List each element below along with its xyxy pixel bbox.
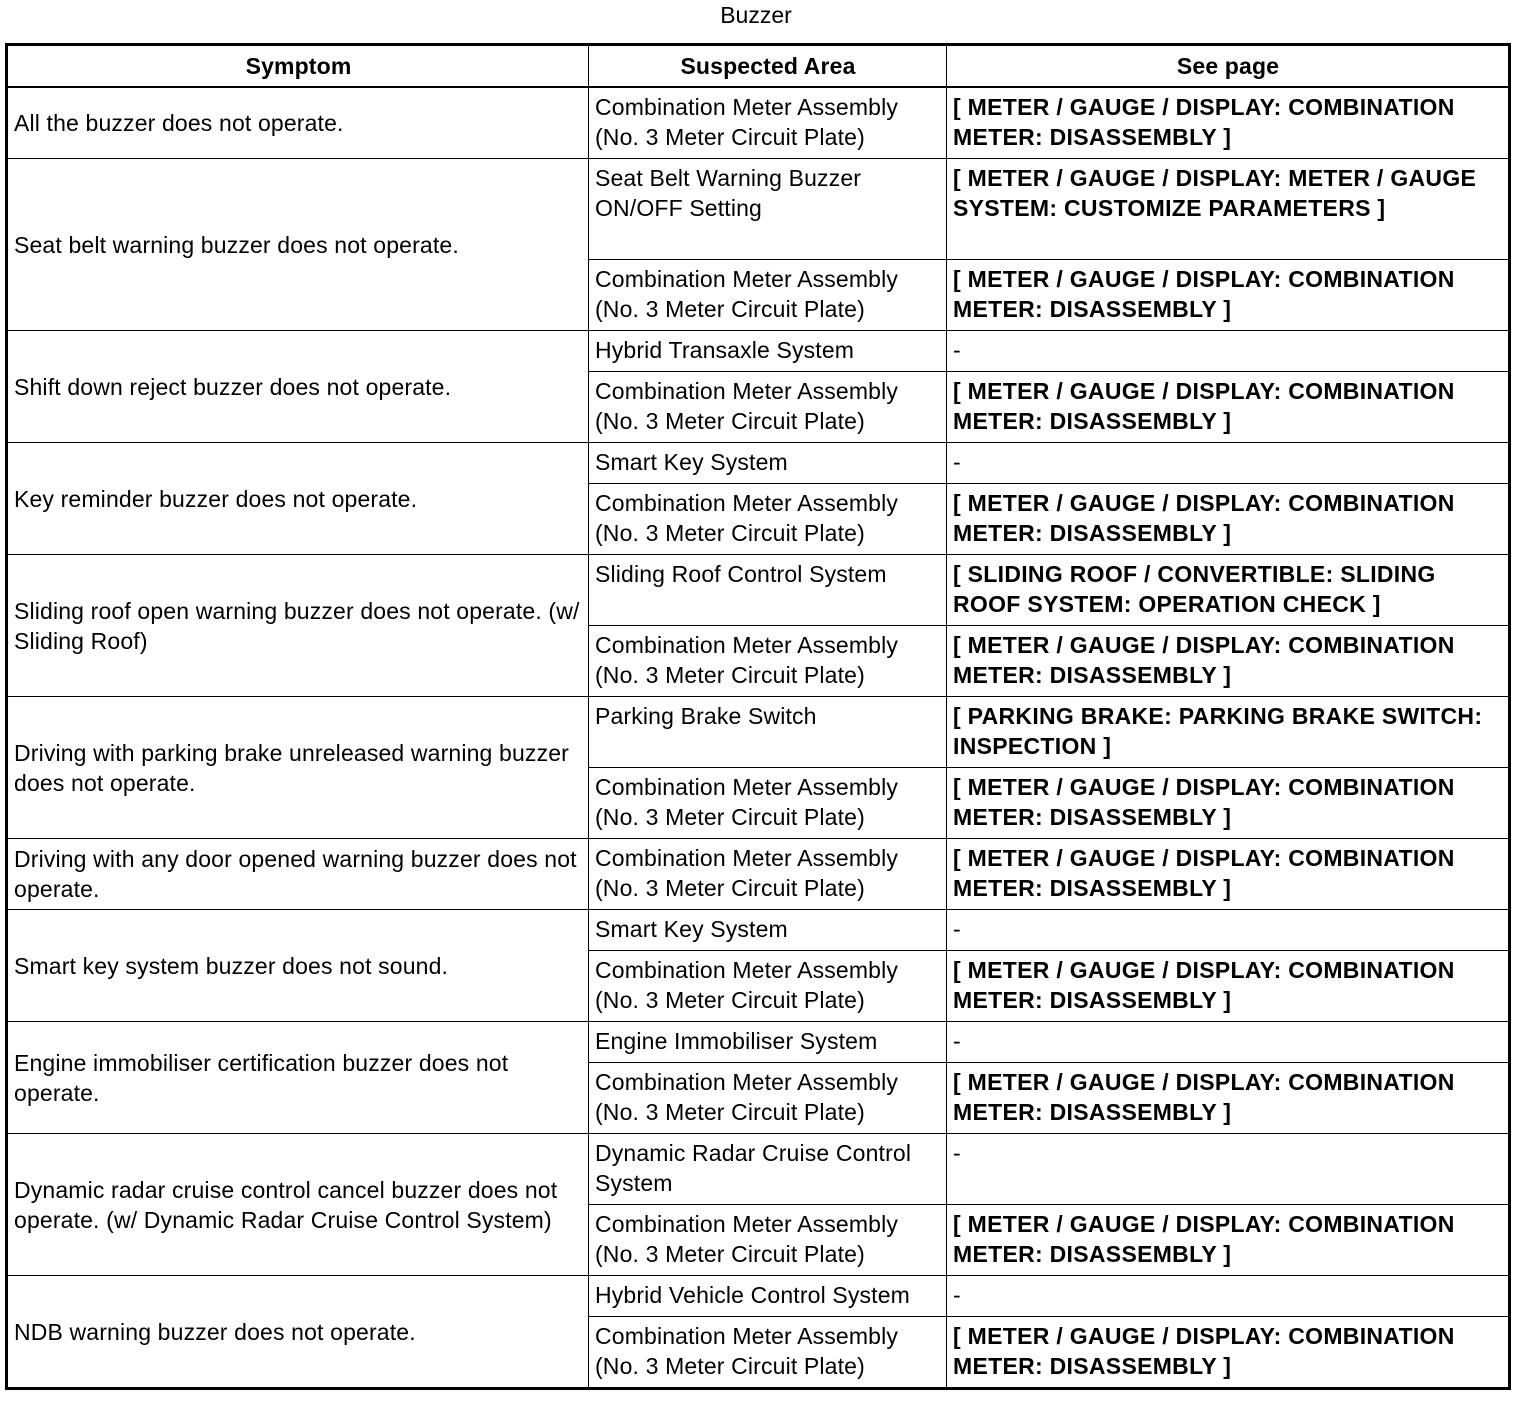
suspected-area-header: Suspected Area — [589, 45, 947, 88]
suspected-area-cell: Seat Belt Warning Buzzer ON/OFF Setting — [589, 159, 947, 260]
table-row — [7, 555, 1510, 626]
see-page-cell: - — [947, 443, 1510, 484]
see-page-cell: [ METER / GAUGE / DISPLAY: COMBINATION METER: DISASSEMBLY ] — [947, 484, 1510, 555]
symptom-cell: Shift down reject buzzer does not operate. — [7, 331, 589, 443]
see-page-cell: [ METER / GAUGE / DISPLAY: COMBINATION METER: DISASSEMBLY ] — [947, 1063, 1510, 1134]
see-page-cell: - — [947, 910, 1510, 951]
suspected-area-cell: Hybrid Transaxle System — [589, 331, 947, 372]
suspected-area-cell: Combination Meter Assembly (No. 3 Meter Circuit Plate) — [589, 768, 947, 839]
symptom-cell: Dynamic radar cruise control cancel buzzer does not operate. (w/ Dynamic Radar Cruise Control System) — [7, 1134, 589, 1276]
suspected-area-cell: Combination Meter Assembly (No. 3 Meter Circuit Plate) — [589, 260, 947, 331]
symptom-cell: NDB warning buzzer does not operate. — [7, 1276, 589, 1389]
see-page-cell: [ SLIDING ROOF / CONVERTIBLE: SLIDING ROOF SYSTEM: OPERATION CHECK ] — [947, 555, 1510, 626]
suspected-area-cell: Combination Meter Assembly (No. 3 Meter Circuit Plate) — [589, 484, 947, 555]
see-page-header: See page — [947, 45, 1510, 88]
symptom-cell: All the buzzer does not operate. — [7, 87, 589, 159]
symptom-cell: Sliding roof open warning buzzer does not operate. (w/ Sliding Roof) — [7, 555, 589, 697]
see-page-cell: [ PARKING BRAKE: PARKING BRAKE SWITCH: INSPECTION ] — [947, 697, 1510, 768]
header-row — [7, 45, 1510, 88]
suspected-area-cell: Engine Immobiliser System — [589, 1022, 947, 1063]
suspected-area-cell: Smart Key System — [589, 443, 947, 484]
symptom-header: Symptom — [7, 45, 589, 88]
table-row — [7, 1276, 1510, 1317]
suspected-area-cell: Combination Meter Assembly (No. 3 Meter Circuit Plate) — [589, 87, 947, 159]
table-row — [7, 87, 1510, 159]
table-row — [7, 839, 1510, 910]
table-caption: Buzzer — [720, 2, 792, 28]
table-row — [7, 910, 1510, 951]
suspected-area-cell: Dynamic Radar Cruise Control System — [589, 1134, 947, 1205]
suspected-area-cell: Parking Brake Switch — [589, 697, 947, 768]
symptom-cell: Key reminder buzzer does not operate. — [7, 443, 589, 555]
table-row — [7, 443, 1510, 484]
suspected-area-cell: Combination Meter Assembly (No. 3 Meter Circuit Plate) — [589, 1205, 947, 1276]
see-page-cell: [ METER / GAUGE / DISPLAY: COMBINATION METER: DISASSEMBLY ] — [947, 1205, 1510, 1276]
see-page-cell: [ METER / GAUGE / DISPLAY: COMBINATION METER: DISASSEMBLY ] — [947, 839, 1510, 910]
table-row — [7, 1134, 1510, 1205]
symptom-cell: Smart key system buzzer does not sound. — [7, 910, 589, 1022]
suspected-area-cell: Sliding Roof Control System — [589, 555, 947, 626]
see-page-cell: [ METER / GAUGE / DISPLAY: COMBINATION METER: DISASSEMBLY ] — [947, 260, 1510, 331]
see-page-cell: - — [947, 1022, 1510, 1063]
suspected-area-cell: Combination Meter Assembly (No. 3 Meter Circuit Plate) — [589, 839, 947, 910]
see-page-cell: [ METER / GAUGE / DISPLAY: COMBINATION METER: DISASSEMBLY ] — [947, 768, 1510, 839]
table-row — [7, 1022, 1510, 1063]
see-page-cell: - — [947, 1276, 1510, 1317]
symptom-cell: Seat belt warning buzzer does not operate. — [7, 159, 589, 331]
suspected-area-cell: Combination Meter Assembly (No. 3 Meter Circuit Plate) — [589, 951, 947, 1022]
see-page-cell: [ METER / GAUGE / DISPLAY: COMBINATION METER: DISASSEMBLY ] — [947, 372, 1510, 443]
see-page-cell: [ METER / GAUGE / DISPLAY: COMBINATION METER: DISASSEMBLY ] — [947, 951, 1510, 1022]
buzzer-symptom-table — [5, 43, 1511, 1390]
see-page-cell: [ METER / GAUGE / DISPLAY: METER / GAUGE SYSTEM: CUSTOMIZE PARAMETERS ] — [947, 159, 1510, 260]
symptom-cell: Driving with parking brake unreleased warning buzzer does not operate. — [7, 697, 589, 839]
suspected-area-cell: Hybrid Vehicle Control System — [589, 1276, 947, 1317]
see-page-cell: - — [947, 331, 1510, 372]
table-row — [7, 697, 1510, 768]
see-page-cell: [ METER / GAUGE / DISPLAY: COMBINATION METER: DISASSEMBLY ] — [947, 626, 1510, 697]
see-page-cell: - — [947, 1134, 1510, 1205]
see-page-cell: [ METER / GAUGE / DISPLAY: COMBINATION METER: DISASSEMBLY ] — [947, 87, 1510, 159]
suspected-area-cell: Combination Meter Assembly (No. 3 Meter Circuit Plate) — [589, 1317, 947, 1389]
suspected-area-cell: Combination Meter Assembly (No. 3 Meter Circuit Plate) — [589, 626, 947, 697]
suspected-area-cell: Combination Meter Assembly (No. 3 Meter Circuit Plate) — [589, 372, 947, 443]
table-row — [7, 159, 1510, 260]
suspected-area-cell: Smart Key System — [589, 910, 947, 951]
see-page-cell: [ METER / GAUGE / DISPLAY: COMBINATION METER: DISASSEMBLY ] — [947, 1317, 1510, 1389]
suspected-area-cell: Combination Meter Assembly (No. 3 Meter Circuit Plate) — [589, 1063, 947, 1134]
symptom-cell: Engine immobiliser certification buzzer does not operate. — [7, 1022, 589, 1134]
table-row — [7, 331, 1510, 372]
symptom-cell: Driving with any door opened warning buzzer does not operate. — [7, 839, 589, 910]
